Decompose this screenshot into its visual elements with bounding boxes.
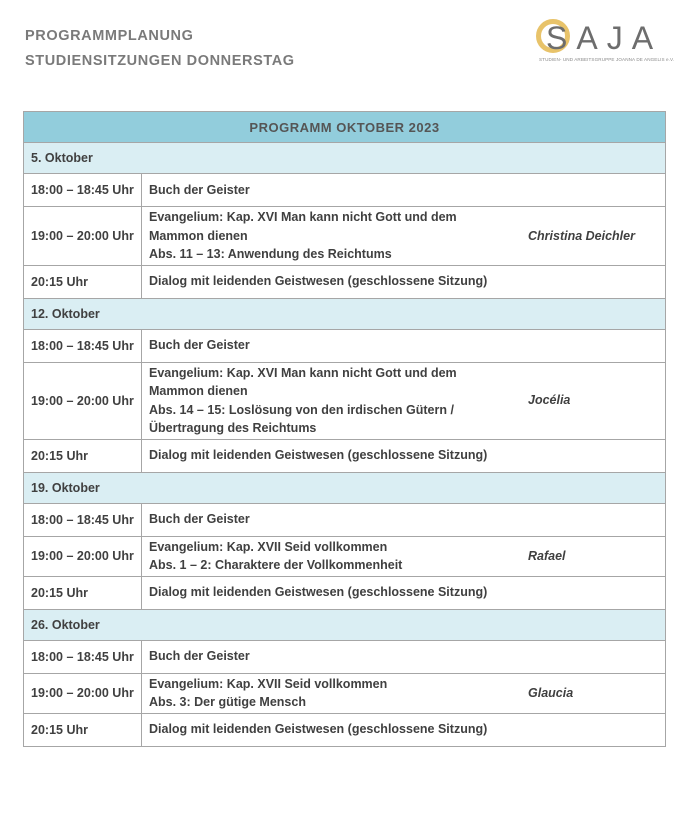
session-topic xyxy=(149,675,511,712)
table-title-row xyxy=(24,112,666,143)
topic-line: Abs. 1 – 2: Charaktere der Vollkommenheit xyxy=(149,558,403,572)
session-topic xyxy=(149,208,511,264)
session-topic-cell xyxy=(142,174,666,207)
header-line-2: STUDIENSITZUNGEN DONNERSTAG xyxy=(25,53,295,69)
topic-line: Abs. 11 – 13: Anwendung des Reichtums xyxy=(149,247,392,261)
session-time: 19:00 – 20:00 Uhr xyxy=(24,207,142,266)
speaker-name: Christina Deichler xyxy=(528,228,635,243)
session-topic xyxy=(149,510,658,529)
session-time: 18:00 – 18:45 Uhr xyxy=(24,640,142,673)
session-time: 20:15 Uhr xyxy=(24,265,142,298)
table-title: PROGRAMM OKTOBER 2023 xyxy=(24,112,666,143)
logo-tagline: STUDIEN- UND ARBEITSGRUPPE JOANNA DE ANGELIS e.V. xyxy=(539,57,675,62)
speaker-name: Glaucia xyxy=(528,685,574,700)
day-header-row xyxy=(24,472,666,503)
session-time: 19:00 – 20:00 Uhr xyxy=(24,536,142,576)
table-row xyxy=(24,576,666,609)
session-topic-cell xyxy=(142,362,666,439)
session-topic xyxy=(149,446,658,465)
session-topic-cell xyxy=(142,713,666,746)
table-row xyxy=(24,503,666,536)
document-header xyxy=(25,24,295,74)
session-topic-cell xyxy=(142,576,666,609)
topic-line: Buch der Geister xyxy=(149,649,250,664)
table-row xyxy=(24,536,666,576)
session-topic-cell xyxy=(142,207,666,266)
session-topic-cell xyxy=(142,439,666,472)
topic-line: Dialog mit leidenden Geistwesen (geschlossene Sitzung) xyxy=(149,722,488,737)
session-time: 19:00 – 20:00 Uhr xyxy=(24,673,142,713)
session-topic-cell xyxy=(142,673,666,713)
session-topic-cell xyxy=(142,536,666,576)
topic-line: Buch der Geister xyxy=(149,182,250,197)
topic-line: Abs. 14 – 15: Loslösung von den irdischen Gütern / Übertragung des Reichtums xyxy=(149,402,454,435)
session-topic-cell xyxy=(142,640,666,673)
topic-line: Evangelium: Kap. XVI Man kann nicht Gott und dem Mammon dienen xyxy=(149,210,457,243)
session-time: 20:15 Uhr xyxy=(24,439,142,472)
session-topic xyxy=(149,181,658,200)
speaker-name: Rafael xyxy=(528,548,566,563)
topic-line: Evangelium: Kap. XVI Man kann nicht Gott und dem Mammon dienen xyxy=(149,365,457,398)
session-time: 19:00 – 20:00 Uhr xyxy=(24,362,142,439)
topic-line: Buch der Geister xyxy=(149,512,250,527)
session-time: 18:00 – 18:45 Uhr xyxy=(24,329,142,362)
day-label: 26. Oktober xyxy=(24,609,666,640)
session-topic xyxy=(149,720,658,739)
day-header-row xyxy=(24,609,666,640)
session-time: 20:15 Uhr xyxy=(24,576,142,609)
session-topic xyxy=(149,647,658,666)
topic-line: Abs. 3: Der gütige Mensch xyxy=(149,695,306,709)
speaker-name: Jocélia xyxy=(528,393,571,408)
session-topic xyxy=(149,364,511,438)
table-row xyxy=(24,673,666,713)
session-topic xyxy=(149,538,511,575)
day-header-row xyxy=(24,298,666,329)
session-time: 18:00 – 18:45 Uhr xyxy=(24,503,142,536)
logo-word: SAJA xyxy=(546,20,663,56)
table-row xyxy=(24,174,666,207)
session-time: 18:00 – 18:45 Uhr xyxy=(24,174,142,207)
program-table xyxy=(23,111,666,747)
day-header-row xyxy=(24,143,666,174)
table-row xyxy=(24,439,666,472)
day-label: 12. Oktober xyxy=(24,298,666,329)
session-time: 20:15 Uhr xyxy=(24,713,142,746)
session-topic xyxy=(149,272,658,291)
session-topic xyxy=(149,583,658,602)
session-topic-cell xyxy=(142,329,666,362)
table-row xyxy=(24,207,666,266)
day-label: 19. Oktober xyxy=(24,472,666,503)
topic-line: Dialog mit leidenden Geistwesen (geschlossene Sitzung) xyxy=(149,448,488,463)
topic-line: Buch der Geister xyxy=(149,338,250,353)
saja-logo xyxy=(535,18,675,66)
session-topic xyxy=(149,336,658,355)
session-topic-cell xyxy=(142,503,666,536)
topic-line: Evangelium: Kap. XVII Seid vollkommen xyxy=(149,676,388,691)
session-topic-cell xyxy=(142,265,666,298)
day-label: 5. Oktober xyxy=(24,143,666,174)
table-row xyxy=(24,362,666,439)
table-row xyxy=(24,713,666,746)
table-row xyxy=(24,640,666,673)
topic-line: Evangelium: Kap. XVII Seid vollkommen xyxy=(149,539,388,554)
table-row xyxy=(24,265,666,298)
table-row xyxy=(24,329,666,362)
header-line-1: PROGRAMMPLANUNG xyxy=(25,28,194,44)
topic-line: Dialog mit leidenden Geistwesen (geschlossene Sitzung) xyxy=(149,585,488,600)
topic-line: Dialog mit leidenden Geistwesen (geschlossene Sitzung) xyxy=(149,274,488,289)
